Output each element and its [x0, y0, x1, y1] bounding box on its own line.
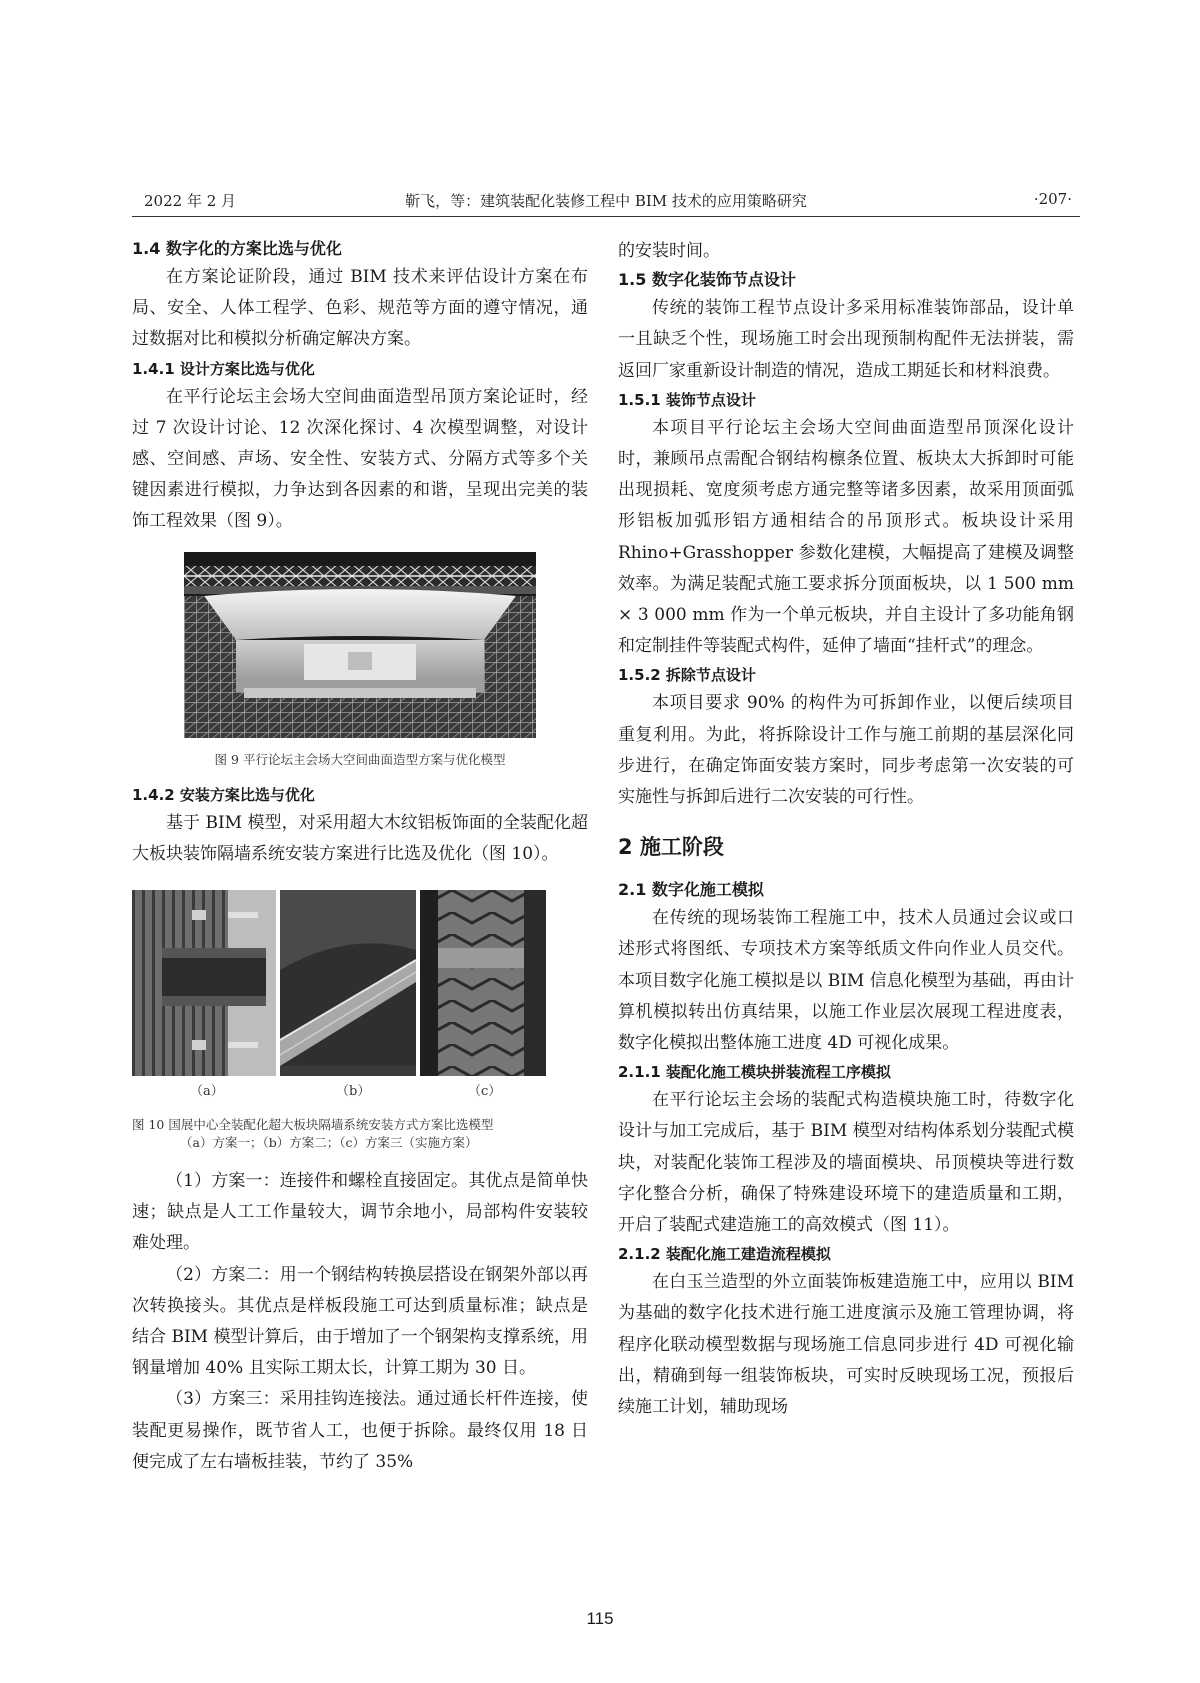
subsection-heading-1-5-2: 1.5.2 拆除节点设计 [618, 666, 756, 685]
section-heading-1-4: 1.4 数字化的方案比选与优化 [132, 239, 342, 258]
subsection-heading-1-5-1: 1.5.1 装饰节点设计 [618, 390, 756, 409]
section-heading-2-1: 2.1 数字化施工模拟 [618, 880, 764, 900]
paragraph-1-4: 在方案论证阶段，通过 BIM 技术来评估设计方案在布局、安全、人体工程学、色彩、规范等方面的遵守情况，通过数据对比和模拟分析确定解决方案。 [132, 267, 588, 350]
page-number: 115 [586, 1609, 614, 1628]
subsection-heading-2-1-1: 2.1.1 装配化施工模块拼装流程工序模拟 [618, 1063, 891, 1082]
paragraph-2-1-2: 在白玉兰造型的外立面装饰板建造施工中，应用以 BIM 为基础的数字化技术进行施工进度演示及施工管理协调，将程序化联动模型数据与现场施工信息同步进行 4D 可视化输出，精确到每一组装饰板块，可实时反映现场工况，预报后续施工计划，辅助现场 [618, 1272, 1074, 1418]
paragraph-1-5: 传统的装饰工程节点设计多采用标准装饰部品，设计单一且缺乏个性，现场施工时会出现预制构配件无法拼装，需返回厂家重新设计制造的情况，造成工期延长和材料浪费。 [618, 298, 1074, 381]
paragraph-plan-3: （3）方案三：采用挂钩连接法。通过通长杆件连接，使装配更易操作，既节省人工，也便于拆除。最终仅用 18 日便完成了左右墙板挂装，节约了 35% [132, 1389, 588, 1472]
figure-10-caption-line-2: （a）方案一；（b）方案二；（c）方案三（实施方案） [180, 1135, 478, 1151]
journal-page-number: ·207· [1033, 190, 1072, 208]
chapter-heading-2: 2 施工阶段 [618, 835, 724, 860]
figure-10-caption [132, 1116, 588, 1152]
figure-9-caption: 图 9 平行论坛主会场大空间曲面造型方案与优化模型 [214, 751, 506, 767]
subcaption-b: （b） [336, 1084, 371, 1100]
figure-10-subcaptions [132, 1076, 588, 1098]
header-rule [132, 216, 1080, 217]
paragraph-continued: 的安装时间。 [618, 241, 720, 261]
subsection-heading-1-4-1: 1.4.1 设计方案比选与优化 [132, 359, 315, 378]
running-title: 靳飞，等：建筑装配化装修工程中 BIM 技术的应用策略研究 [405, 192, 807, 210]
left-column [132, 236, 588, 1478]
issue-date: 2022 年 2 月 [144, 192, 237, 210]
paragraph-2-1: 在传统的现场装饰工程施工中，技术人员通过会议或口述形式将图纸、专项技术方案等纸质文件向作业人员交代。本项目数字化施工模拟是以 BIM 信息化模型为基础，再由计算机模拟转出仿真结果，以施工作业层次展现工程进度表，数字化模拟出整体施工进度 4D 可视化成果。 [618, 908, 1074, 1054]
paragraph-plan-1: （1）方案一：连接件和螺栓直接固定。其优点是简单快速；缺点是人工工作量较大，调节余地小，局部构件安装较难处理。 [132, 1171, 588, 1254]
subcaption-c: （c） [468, 1084, 502, 1100]
paragraph-2-1-1: 在平行论坛主会场的装配式构造模块施工时，待数字化设计与加工完成后，基于 BIM 模型对结构体系划分装配式模块，对装配化装饰工程涉及的墙面模块、吊顶模块等进行数字化整合分析，确保了特殊建设环境下的建造质量和工期，开启了装配式建造施工的高效模式（图 11）。 [618, 1090, 1074, 1236]
figure-10-caption-line-1: 图 10 国展中心全装配化超大板块隔墙系统安装方式方案比选模型 [132, 1117, 494, 1133]
paragraph-1-5-1: 本项目平行论坛主会场大空间曲面造型吊顶深化设计时，兼顾吊点需配合钢结构檩条位置、板块太大拆卸时可能出现损耗、宽度须考虑方通完整等诸多因素，故采用顶面弧形铝板加弧形铝方通相结合的吊顶形式。板块设计采用 Rhino+Grasshopper 参数化建模，大幅提高了建模及调整效率。为满足装配式施工要求拆分顶面板块，以 1 500 mm × 3 000 mm 作为一个单元板块，并自主设计了多功能角钢和定制挂件等装配式构件，延伸了墙面“挂杆式”的理念。 [618, 417, 1074, 657]
subsection-heading-1-4-2: 1.4.2 安装方案比选与优化 [132, 785, 315, 804]
paragraph-1-4-2: 基于 BIM 模型，对采用超大木纹铝板饰面的全装配化超大板块装饰隔墙系统安装方案进行比选及优化（图 10）。 [132, 812, 588, 864]
paragraph-1-5-2: 本项目要求 90% 的构件为可拆卸作业，以便后续项目重复利用。为此，将拆除设计工作与施工前期的基层深化同步进行，在确定饰面安装方案时，同步考虑第一次安装的可实施性与拆卸后进行二次安装的可行性。 [618, 693, 1074, 808]
section-heading-1-5: 1.5 数字化装饰节点设计 [618, 270, 796, 290]
ceiling-model-image [184, 552, 536, 738]
paragraph-1-4-1: 在平行论坛主会场大空间曲面造型吊顶方案论证时，经过 7 次设计讨论、12 次深化探讨、4 次模型调整，对设计感、空间感、声场、安全性、安装方式、分隔方式等多个关键因素进行模拟，力争达到各因素的和谐，呈现出完美的装饰工程效果（图 9）。 [132, 386, 588, 532]
figure-10-panels [132, 890, 588, 1076]
right-column [618, 236, 1074, 1423]
running-header [132, 188, 1080, 214]
subcaption-a: （a） [190, 1084, 224, 1100]
figure-9-render [184, 552, 536, 738]
installation-scheme-images [132, 890, 588, 1076]
paragraph-plan-2: （2）方案二：用一个钢结构转换层搭设在钢架外部以再次转换接头。其优点是样板段施工可达到质量标准；缺点是结合 BIM 模型计算后，由于增加了一个钢架构支撑系统，用钢量增加 40% 且实际工期太长，计算工期为 30 日。 [132, 1264, 588, 1379]
subsection-heading-2-1-2: 2.1.2 装配化施工建造流程模拟 [618, 1245, 831, 1264]
